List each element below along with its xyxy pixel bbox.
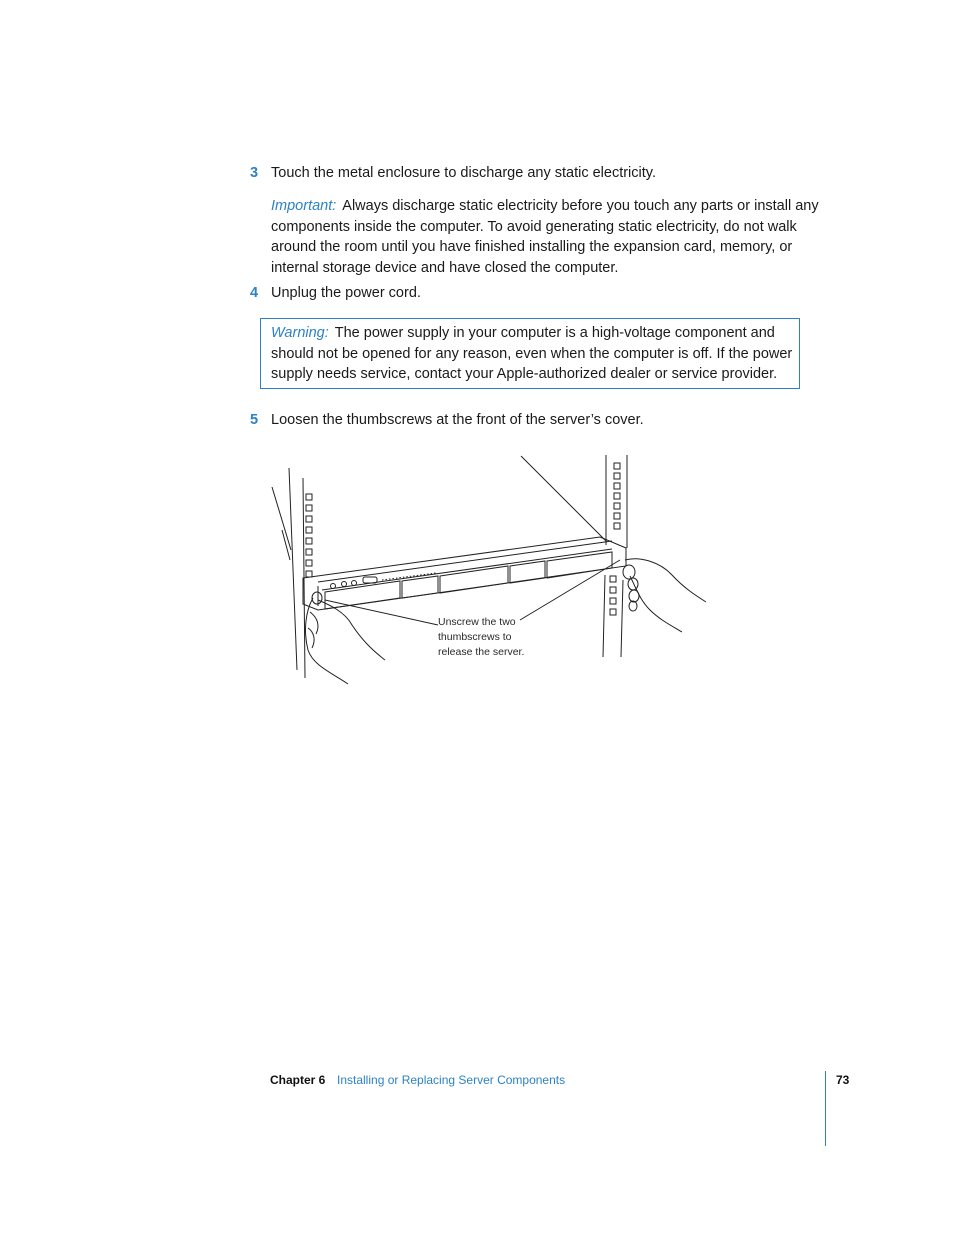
important-text: Always discharge static electricity before you touch any parts or install any components inside the computer. To avoid generating static electricity, do not walk around the room until you have finished installing the expansion card, memory, or internal storage device and have closed the computer. bbox=[271, 198, 819, 276]
important-note bbox=[271, 196, 823, 278]
figure-callout bbox=[438, 615, 558, 660]
step-number: 3 bbox=[250, 165, 259, 181]
callout-line: thumbscrews to bbox=[438, 631, 512, 643]
right-rail-holes bbox=[610, 463, 620, 615]
step-number: 4 bbox=[250, 285, 259, 301]
step-text: Touch the metal enclosure to discharge any static electricity. bbox=[271, 165, 656, 181]
footer-chapter-title: Installing or Replacing Server Components bbox=[337, 1073, 566, 1087]
warning-box bbox=[260, 318, 800, 389]
left-rail-holes bbox=[306, 494, 312, 577]
step-text: Unplug the power cord. bbox=[271, 285, 421, 301]
callout-line: Unscrew the two bbox=[438, 616, 516, 628]
footer-chapter: Chapter 6 bbox=[270, 1073, 326, 1087]
warning-text: The power supply in your computer is a high-voltage component and should not be opened for any reason, even when the computer is off. If the power supply needs service, contact your Apple-authorized dealer or service provider. bbox=[271, 325, 793, 382]
callout-line: release the server. bbox=[438, 646, 525, 658]
page-number: 73 bbox=[836, 1073, 850, 1087]
important-label: Important: bbox=[271, 198, 337, 214]
step-number: 5 bbox=[250, 412, 259, 428]
warning-label: Warning: bbox=[271, 325, 329, 341]
footer-divider bbox=[825, 1071, 826, 1146]
step-text: Loosen the thumbscrews at the front of the server’s cover. bbox=[271, 412, 644, 428]
warning-note bbox=[271, 323, 793, 385]
